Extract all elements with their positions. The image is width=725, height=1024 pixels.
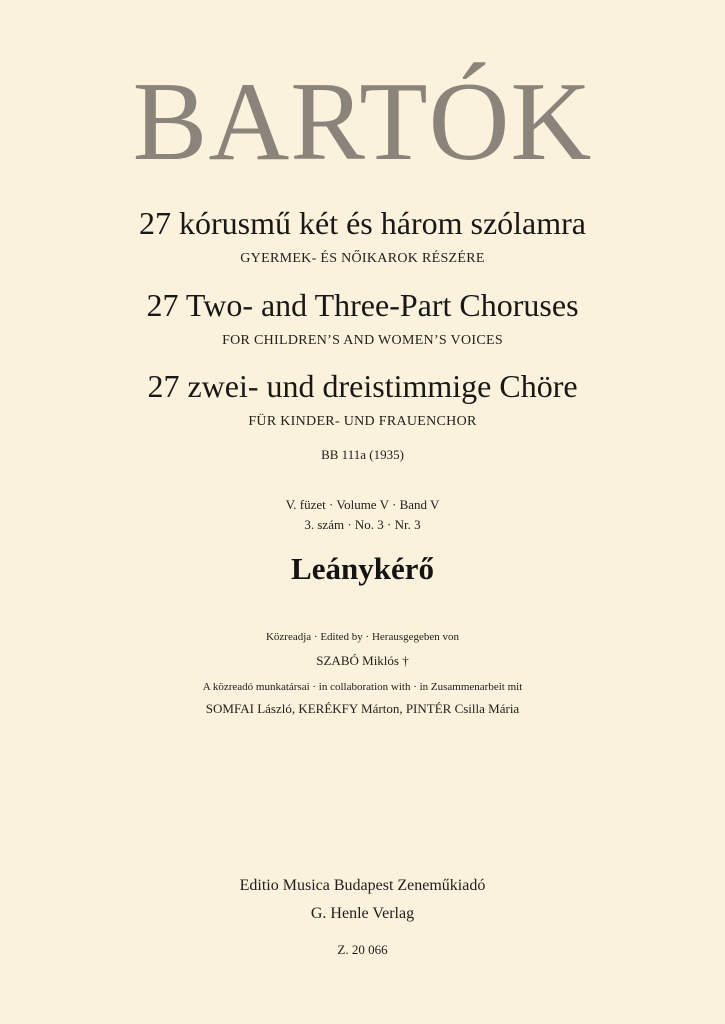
edition-code: Z. 20 066 [337,942,388,957]
piece-title: Leánykérő [291,551,434,586]
subtitle-hungarian: GYERMEK- ÉS NŐIKAROK RÉSZÉRE [240,251,485,266]
number-info: 3. szám · No. 3 · Nr. 3 [304,517,421,532]
volume-info: V. füzet · Volume V · Band V [285,497,440,512]
publisher-name: Editio Musica Budapest Zeneműkiadó [239,877,486,894]
composer-name: BARTÓK [132,60,593,184]
title-german: 27 zwei- und dreistimmige Chöre [147,368,578,404]
catalog-number: BB 111a (1935) [321,447,404,462]
collaborators-names: SOMFAI László, KERÉKFY Márton, PINTÉR Csilla Mária [205,701,520,716]
title-english: 27 Two- and Three-Part Choruses [146,287,579,323]
subtitle-german: FÜR KINDER- UND FRAUENCHOR [248,414,477,429]
publisher-name-2: G. Henle Verlag [310,905,415,922]
editor-name: SZABÓ Miklós † [316,653,409,668]
edited-by-label: Közreadja · Edited by · Herausgegeben von [265,631,460,643]
title-hungarian: 27 kórusmű két és három szólamra [139,205,586,241]
collaboration-label: A közreadó munkatársai · in collaboration with · in Zusammenarbeit mit [202,681,523,693]
subtitle-english: FOR CHILDREN’S AND WOMEN’S VOICES [222,333,503,348]
